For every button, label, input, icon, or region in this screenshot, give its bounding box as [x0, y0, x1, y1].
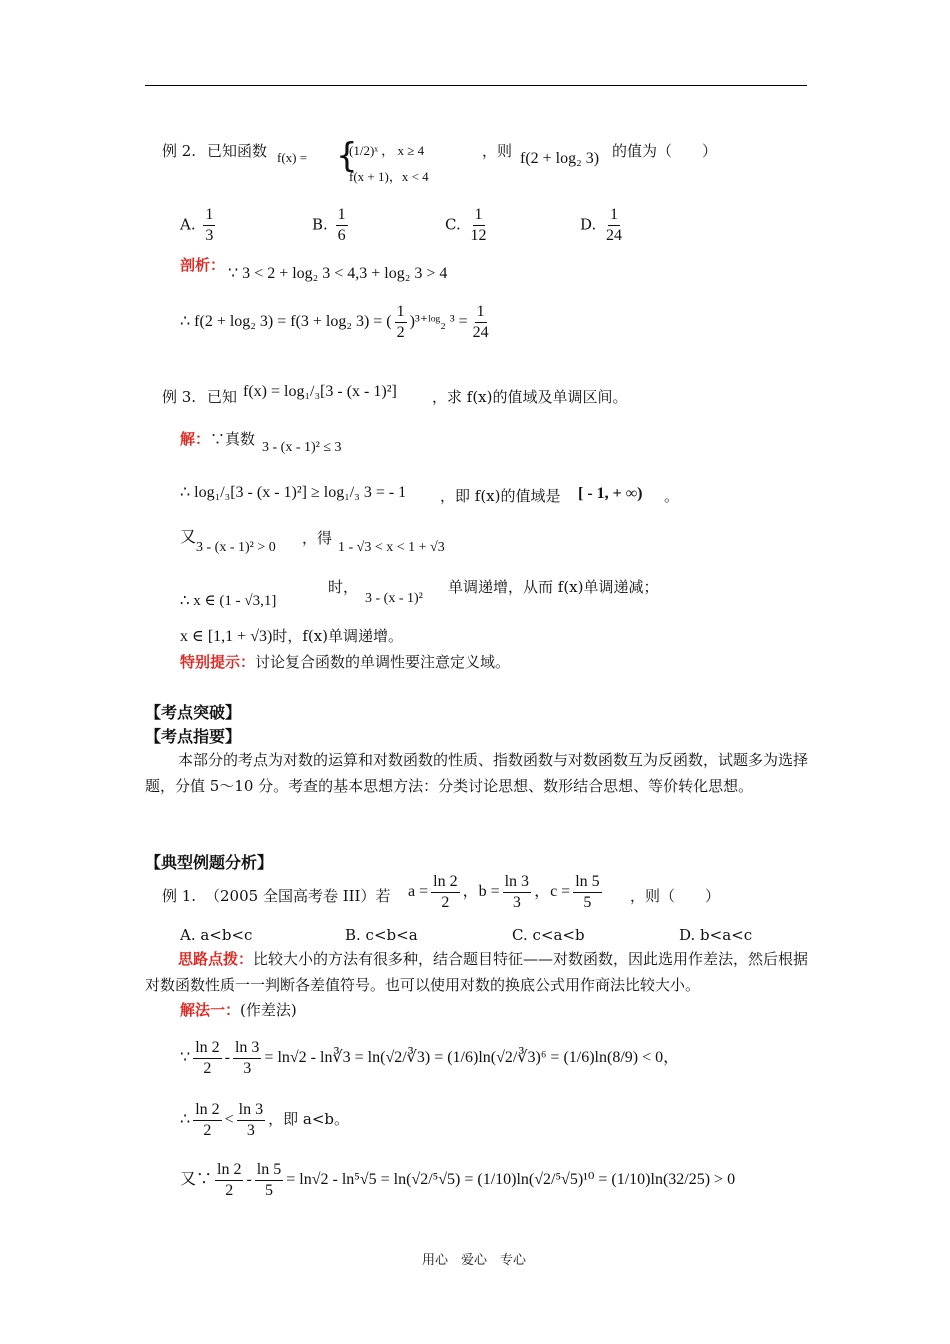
ex1-line3: 又∵ $\frac{\ln 2}{2}$ - $\frac{\ln 5}{5}$ = ln√2 - ln⁵√5 = ln(√2/⁵√5) = (1/10)ln(√2/⁵√5)¹⁰ = (1/10)ln(32/25) > 0: [180, 1161, 736, 1199]
ex2-then: ，则: [482, 142, 513, 160]
ex2-option-d: D. $\frac{1}{24}$: [580, 206, 623, 244]
ex3-tail: ，求 f(x)的值域及单调区间。: [432, 388, 628, 406]
ex2-option-b: B. $\frac{1}{6}$: [312, 206, 346, 244]
section-breakthrough: 【考点突破】: [145, 703, 242, 722]
ex2-label: 例 2.: [162, 142, 197, 160]
ex2-case2: f(x + 1)，x < 4: [349, 169, 429, 184]
ex3-s2a: ∴ log₁/₃[3 - (x - 1)²] ≥ log₁/₃ 3 = - 1: [180, 484, 407, 501]
ex3-s3c: ，得: [302, 529, 333, 547]
ex3-s2b: ，即 f(x)的值域是: [440, 487, 561, 505]
ex1-source: （2005 全国高考卷 III）若: [205, 887, 391, 905]
ex3-s4b: 时，: [328, 578, 359, 596]
ex3-s3a: 又: [180, 527, 197, 546]
ex2-option-a: A. $\frac{1}{3}$: [180, 206, 214, 244]
page-footer: 用心 爱心 专心: [422, 1253, 527, 1268]
ex3-fx: f(x) = log₁/₃[3 - (x - 1)²]: [243, 383, 397, 400]
ex2-intro: 已知函数: [207, 142, 268, 160]
ex3-s5: x ∈ [1,1 + √3)时，f(x)单调递增。: [180, 627, 404, 645]
ex3-s2c: [ - 1, + ∞): [578, 485, 643, 502]
ex2-analysis-line1: ∵ 3 < 2 + log₂ 3 < 4,3 + log₂ 3 > 4: [228, 265, 448, 282]
ex2-analysis-label: 剖析：: [180, 256, 226, 274]
ex1-option-d: D. b<a<c: [679, 926, 753, 944]
ex2-query: f(2 + log₂ 3): [520, 150, 600, 167]
section-guide: 【考点指要】: [145, 727, 242, 746]
section-typical: 【典型例题分析】: [145, 853, 274, 872]
ex2-option-c: C. $\frac{1}{12}$: [445, 206, 487, 244]
ex1-tail: ，则（ ）: [630, 887, 721, 905]
ex3-s4d: 单调递增，从而 f(x)单调递减；: [448, 578, 659, 596]
ex3-intro: 已知: [207, 388, 238, 406]
ex3-label: 例 3.: [162, 388, 197, 406]
ex3-s2d: 。: [664, 487, 680, 505]
header-rule: [145, 85, 807, 86]
guide-paragraph: 本部分的考点为对数的运算和对数函数的性质、指数函数与对数函数互为反函数，试题多为选择题，分值 5～10 分。考查的基本思想方法：分类讨论思想、数形结合思想、等价转化思想。: [145, 751, 809, 795]
ex1-option-a: A. a<b<c: [180, 926, 253, 944]
ex1-option-b: B. c<b<a: [345, 926, 418, 944]
ex1-line1: ∵ $\frac{\ln 2}{2}$ - $\frac{\ln 3}{3}$ = ln√2 - ln∛3 = ln(√2/∛3) = (1/6)ln(√2/∛3)⁶ = (1/6)ln(8/9) < 0，: [180, 1039, 680, 1077]
ex3-s3d: 1 - √3 < x < 1 + √3: [338, 540, 445, 555]
ex1-values: a = $\frac{\ln 2}{2}$ ，b = $\frac{\ln 3}{3}$ ，c = $\frac{\ln 5}{5}$: [408, 873, 600, 911]
ex1-label: 例 1.: [162, 887, 197, 905]
ex2-case1: (1/2)ˣ ， x ≥ 4: [349, 143, 425, 158]
ex3-s1: 解：∵真数: [180, 430, 256, 448]
ex2-tail: 的值为（ ）: [612, 142, 718, 160]
ex1-method1: 解法一：(作差法): [180, 1001, 297, 1019]
ex1-hint: 思路点拨：比较大小的方法有很多种，结合题目特征——对数函数，因此选用作差法，然后根据对数函数性质一一判断各差值符号。也可以使用对数的换底公式用作商法比较大小。: [145, 950, 809, 994]
ex3-tip: 特别提示：讨论复合函数的单调性要注意定义域。: [180, 653, 511, 671]
ex3-s4a: ∴ x ∈ (1 - √3,1]: [180, 593, 277, 609]
ex3-s1b: 3 - (x - 1)² ≤ 3: [262, 440, 342, 455]
ex3-s3b: 3 - (x - 1)² > 0: [196, 540, 276, 555]
ex2-brace: {: [336, 136, 358, 176]
ex2-analysis-line2: ∴ f(2 + log₂ 3) = f(3 + log₂ 3) = ( $\frac{1}{2}$ )³⁺ˡᵒᵍ₂ ³ = $\frac{1}{24}$: [180, 303, 489, 341]
ex1-option-c: C. c<a<b: [512, 926, 585, 944]
ex3-s4c: 3 - (x - 1)²: [365, 591, 423, 606]
ex1-line2: ∴ $\frac{\ln 2}{2}$ < $\frac{\ln 3}{3}$ ，即 a<b。: [180, 1101, 350, 1139]
ex2-fx: f(x) =: [277, 150, 308, 165]
